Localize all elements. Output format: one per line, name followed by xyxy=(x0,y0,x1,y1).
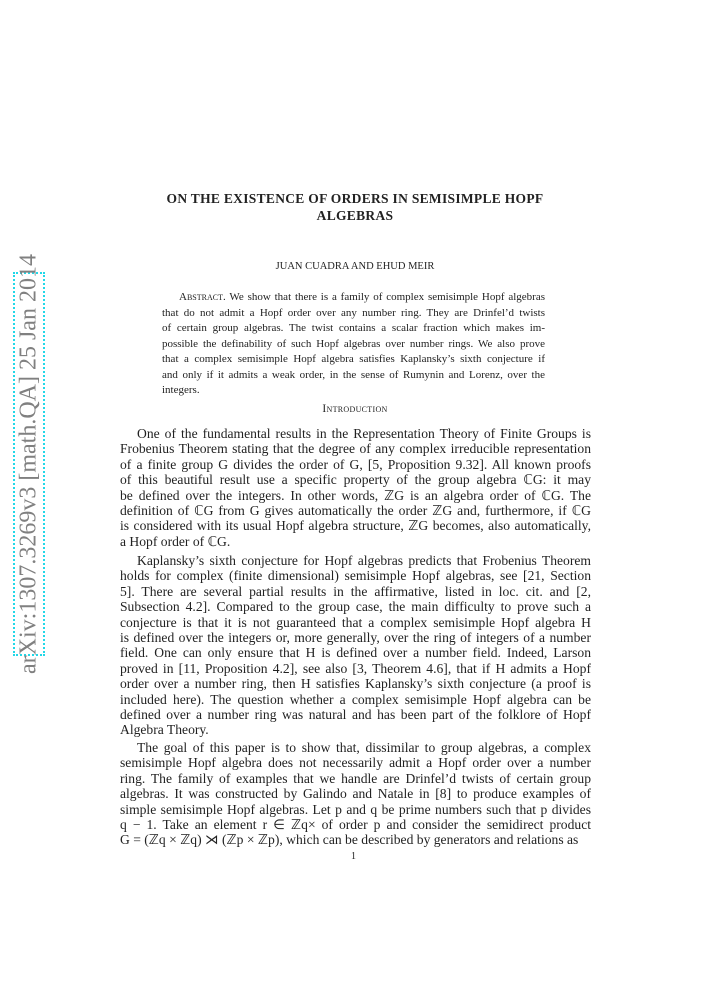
paper-title xyxy=(110,190,600,224)
abstract-line xyxy=(162,383,545,399)
text-line: field. One can only ensure that H is defined over a number field. Indeed, Larson xyxy=(120,645,591,661)
abstract-text: and only if it admits a weak order, in the sense of Rumynin and Lorenz, over the xyxy=(162,368,545,381)
abstract-line xyxy=(162,368,545,384)
text-line: G = (ℤq × ℤq) ⋊ (ℤp × ℤp), which can be described by generators and relations as xyxy=(120,832,579,848)
page-number: 1 xyxy=(351,851,356,862)
abstract-label: Abstract. xyxy=(179,291,226,303)
text-line: of this beautiful result use a specific property of the group algebra ℂG: it may xyxy=(120,472,591,488)
title-line: ON THE EXISTENCE OF ORDERS IN SEMISIMPLE HOPF xyxy=(166,191,544,206)
text-line: is considered with its usual Hopf algebra structure, ℤG becomes, also automatically, xyxy=(120,518,591,534)
abstract-text: possible the definability of such Hopf algebras over number rings. We also prove xyxy=(162,337,545,350)
text-line: proved in [11, Proposition 4.2], see also [3, Theorem 4.6], that if H admits a Hopf xyxy=(120,660,591,676)
text-line: ring. The family of examples that we handle are Drinfel’d twists of certain group xyxy=(120,770,591,786)
text-line: be defined over the integers. In other words, ℤG is an algebra order of ℂG. The xyxy=(120,487,591,503)
text-line: simple semisimple Hopf algebras. Let p and q be prime numbers such that p divides xyxy=(120,801,591,817)
abstract-text: We show that there is a family of complex semisimple Hopf algebras xyxy=(229,291,545,303)
abstract-text: that a complex semisimple Hopf algebra satisfies Kaplansky’s sixth conjecture if xyxy=(162,353,545,365)
text-line: included here). The question whether a complex semisimple Hopf algebra can be xyxy=(120,691,591,707)
text-line: algebras. It was constructed by Galindo and Natale in [8] to produce examples of xyxy=(120,786,591,802)
text-line: defined over a number ring was natural and has been part of the folklore of Hopf xyxy=(120,706,591,722)
text-line: 5]. There are several partial results in the affirmative, listed in loc. cit. and [2, xyxy=(120,583,591,599)
text-line: q − 1. Take an element r ∈ ℤq× of order p and consider the semidirect product xyxy=(120,816,591,832)
title-line: ALGEBRAS xyxy=(316,208,394,223)
text-line: The goal of this paper is to show that, dissimilar to group algebras, a complex xyxy=(137,740,591,755)
text-line: Frobenius Theorem stating that the degree of any complex irreducible representation xyxy=(120,441,591,457)
abstract-text: that do not admit a Hopf order over any number ring. They are Drinfel’d twists xyxy=(162,306,545,319)
text-line: One of the fundamental results in the Representation Theory of Finite Groups is xyxy=(137,426,591,441)
authors: JUAN CUADRA AND EHUD MEIR xyxy=(275,261,435,272)
arxiv-stamp xyxy=(13,254,45,674)
abstract-line xyxy=(162,290,545,306)
text-line: definition of ℂG from G gives automatically the order ℤG and, furthermore, if ℂG xyxy=(120,502,591,518)
abstract-line xyxy=(162,321,545,337)
abstract-line xyxy=(162,352,545,368)
paragraph xyxy=(120,553,591,738)
section-heading: Introduction xyxy=(322,403,388,415)
abstract-text: integers. xyxy=(162,384,200,396)
text-line: order over a number ring, then H satisfies Kaplansky’s sixth conjecture (a proof is xyxy=(120,676,591,692)
text-line: Subsection 4.2]. Compared to the group case, the main difficulty to prove such a xyxy=(120,599,591,615)
abstract-line xyxy=(162,306,545,322)
paragraph xyxy=(120,740,591,848)
text-line: of a finite group G divides the order of G, [5, Proposition 9.32]. All known proofs xyxy=(120,456,591,472)
paragraph xyxy=(120,426,591,549)
abstract-line xyxy=(162,337,545,353)
text-line: Algebra Theory. xyxy=(120,722,209,738)
text-line: holds for complex (finite dimensional) semisimple Hopf algebras, see [21, Section xyxy=(120,568,591,584)
arxiv-id: arXiv:1307.3269v3 [math.QA] 25 Jan 2014 xyxy=(15,254,42,674)
abstract-text: of certain group algebras. The twist contains a scalar fraction which makes im- xyxy=(162,322,545,334)
text-line: is defined over the integers or, more generally, over the ring of integers of a number xyxy=(120,629,591,645)
text-line: a Hopf order of ℂG. xyxy=(120,533,231,549)
text-line: conjecture is that it is not guaranteed that a complex semisimple Hopf algebra H xyxy=(120,614,591,630)
abstract xyxy=(162,290,545,399)
text-line: semisimple Hopf algebra does not necessarily admit a Hopf order over a number xyxy=(120,755,591,771)
text-line: Kaplansky’s sixth conjecture for Hopf algebras predicts that Frobenius Theorem xyxy=(137,553,591,568)
